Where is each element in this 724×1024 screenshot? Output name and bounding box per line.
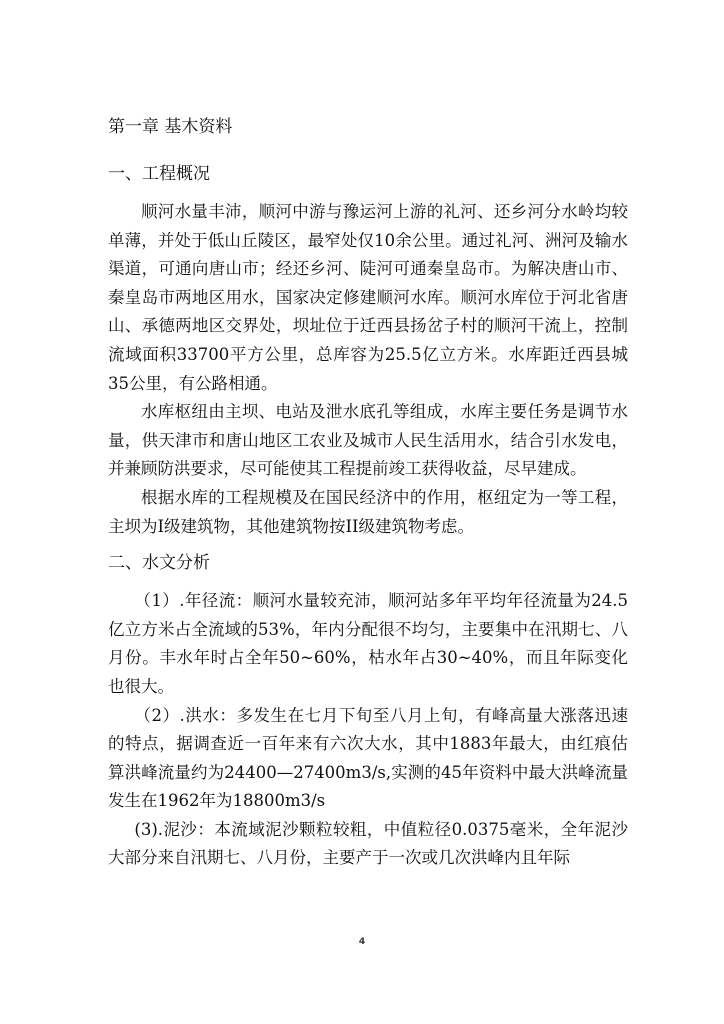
section-gap (108, 541, 628, 549)
paragraph-flood: （2）.洪水：多发生在七月下旬至八月上旬，有峰高量大涨落迅速的特点，据调查近一百年来有六次大水，其中1883年最大，由红痕估算洪峰流量约为24400—27400m3/s,实测的45年资料中最大洪峰流量发生在1962年为18800m3/s (108, 705, 628, 811)
paragraph-annual-runoff: （1）.年径流：顺河水量较充沛，顺河站多年平均年径流量为24.5亿立方米占全流域的53%，年内分配很不均匀，主要集中在汛期七、八月份。丰水年时占全年50~60%，枯水年占30~40%，而且年际变化也很大。 (108, 591, 628, 696)
paragraph-overview-1: 顺河水量丰沛，顺河中游与豫运河上游的礼河、还乡河分水岭均较单薄，并处于低山丘陵区，最窄处仅10余公里。通过礼河、洲河及输水渠道，可通向唐山市；经还乡河、陡河可通秦皇岛市。为解决唐山市、秦皇岛市两地区用水，国家决定修建顺河水库。顺河水库位于河北省唐山、承德两地区交界处，坝址位于迁西县扬岔子村的顺河干流上，控制流域面积33700平方公里，总库容为25.5亿立方米。水库距迁西县城35公里，有公路相通。 (108, 202, 628, 393)
section-title-overview: 一、工程概况 (108, 164, 210, 184)
paragraph-overview-3: 根据水库的工程规模及在国民经济中的作用，枢纽定为一等工程，主坝为I级建筑物，其他建筑物按II级建筑物考虑。 (108, 487, 628, 536)
paragraph-sediment: (3).泥沙：本流域泥沙颗粒较粗，中值粒径0.0375毫米，全年泥沙大部分来自汛期七、八月份，主要产于一次或几次洪峰内且年际 (108, 819, 628, 868)
page-number: 4 (358, 937, 366, 947)
section-title-hydrology: 二、水文分析 (108, 553, 210, 574)
chapter-title: 第一章 基木资料 (108, 117, 233, 137)
paragraph-overview-2: 水库枢纽由主坝、电站及泄水底孔等组成，水库主要任务是调节水量，供天津市和唐山地区工农业及城市人民生活用水，结合引水发电，并兼顾防洪要求，尽可能使其工程提前竣工获得收益，尽早建成。 (108, 402, 628, 479)
document-body (108, 113, 628, 873)
